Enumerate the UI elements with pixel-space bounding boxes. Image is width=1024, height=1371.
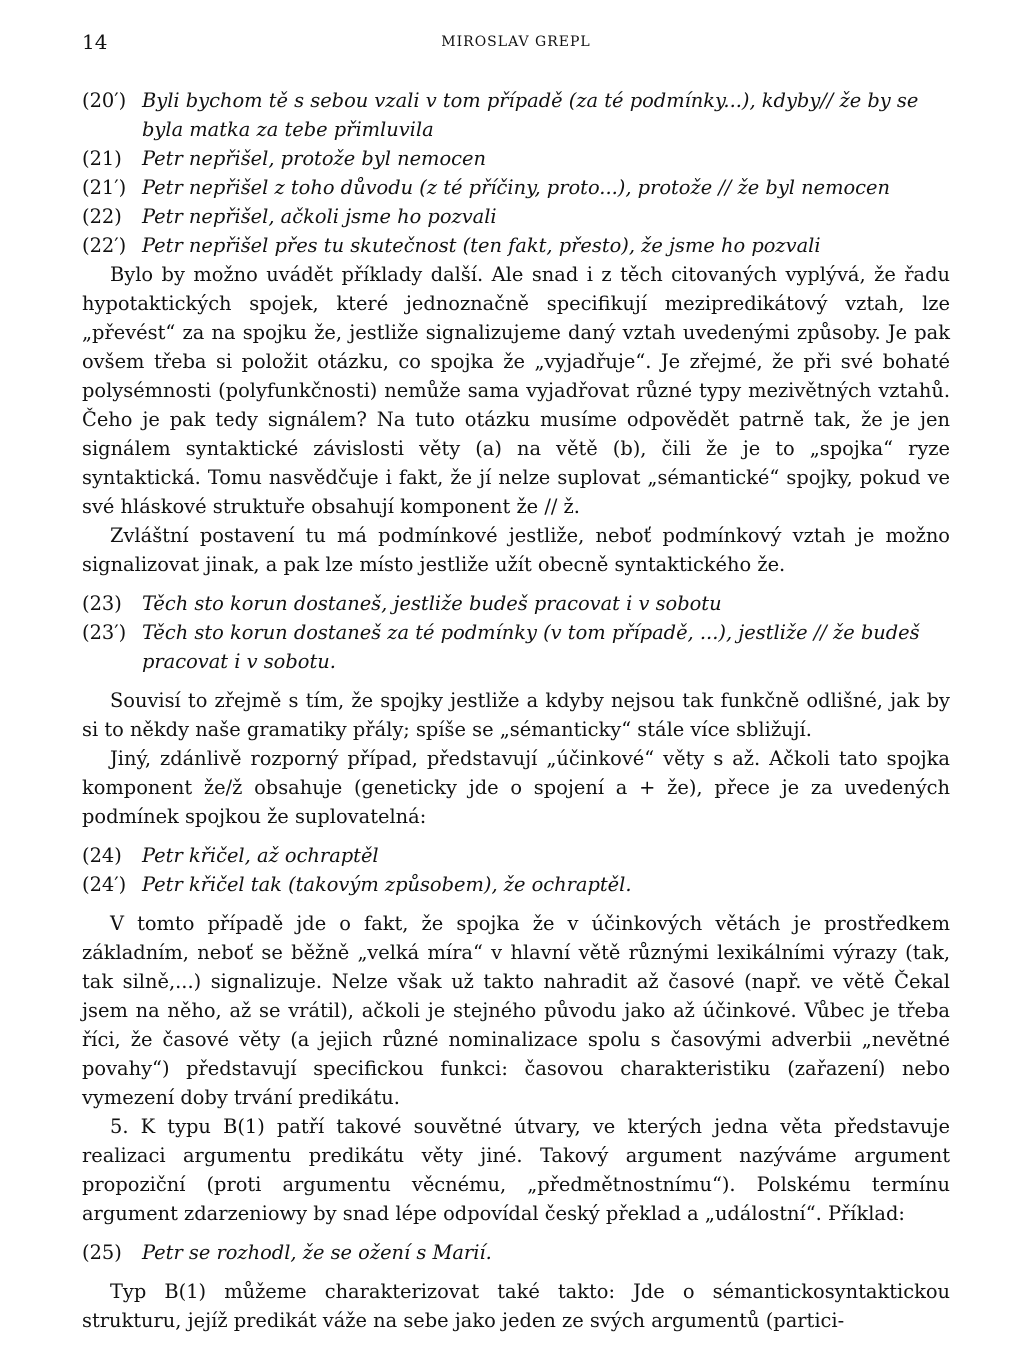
running-head: MIROSLAV GREPL [441, 34, 591, 50]
example-line: (23′) Těch sto korun dostaneš za té podmínky (v tom případě, ...), jestliže // že budeš pracovat i v sobotu. [82, 621, 920, 673]
example-group-4 [82, 1238, 950, 1267]
body-paragraph: Zvláštní postavení tu má podmínkové jestliže, neboť podmínkový vztah je možno signalizovat jinak, a pak lze místo jestliže užít obecně syntaktického že. [82, 524, 950, 576]
example-group-1 [82, 86, 950, 260]
example-line: (22′) Petr nepřišel přes tu skutečnost (ten fakt, přesto), že jsme ho pozvali [82, 234, 821, 257]
body-paragraph: V tomto případě jde o fakt, že spojka že v účinkových větách je prostředkem základním, neboť se běžně „velká míra“ v hlavní větě různými lexikálními výrazy (tak, tak silně,...) signalizuje. Nelze však už takto nahradit až časové (např. ve větě Čekal jsem na něho, až se vrátil), ačkoli je stejného původu jako až účinkové. Vůbec je třeba říci, že časové věty (a jejich různé nominalizace spolu s časovými adverbii „nevětné povahy“) představují specifickou funkci: časovou charakteristiku (zařazení) nebo vymezení doby trvání predikátu. [82, 912, 950, 1109]
example-line: (23) Těch sto korun dostaneš, jestliže budeš pracovat i v sobotu [82, 592, 722, 615]
body-paragraph: 5. K typu B(1) patří takové souvětné útvary, ve kterých jedna věta představuje realizaci argumentu predikátu věty jiné. Takový argument nazýváme argument propoziční (proti argumentu věcnému, „předmětnostnímu“). Polskému termínu argument zdarzeniowy by snad lépe odpovídal český překlad a „událostní“. Příklad: [82, 1115, 950, 1225]
body-paragraph: Souvisí to zřejmě s tím, že spojky jestliže a kdyby nejsou tak funkčně odlišné, jak by si to někdy naše gramatiky přály; spíše se „sémanticky“ stále více sbližují. [82, 689, 950, 741]
page-header [82, 30, 950, 60]
example-line: (20′) Byli bychom tě s sebou vzali v tom případě (za té podmínky...), kdyby// že by se byla matka za tebe přimluvila [82, 89, 919, 141]
example-line: (22) Petr nepřišel, ačkoli jsme ho pozvali [82, 205, 497, 228]
body-paragraph: Bylo by možno uvádět příklady další. Ale snad i z těch citovaných vyplývá, že řadu hypotaktických spojek, které jednoznačně specifikují mezipredikátový vztah, lze „převést“ za na spojku že, jestliže signalizujeme daný vztah uvedenými způsoby. Je pak ovšem třeba si položit otázku, co spojka že „vyjadřuje“. Je zřejmé, že při své bohaté polysémnosti (polyfunkčnosti) nemůže sama vyjadřovat různé typy mezivětných vztahů. Čeho je pak tedy signálem? Na tuto otázku musíme odpovědět patrně tak, že je jen signálem syntaktické závislosti věty (a) na větě (b), čili že je to „spojka“ ryze syntaktická. Tomu nasvědčuje i fakt, že jí nelze suplovat „sémantické“ spojky, pokud ve své hláskové struktuře obsahují komponent že // ž. [82, 263, 950, 518]
body-paragraph: Typ B(1) můžeme charakterizovat také takto: Jde o sémantickosyntaktickou strukturu, jejíž predikát váže na sebe jako jeden ze svých argumentů (partici- [82, 1280, 950, 1332]
example-line: (21′) Petr nepřišel z toho důvodu (z té příčiny, proto...), protože // že byl nemocen [82, 176, 891, 199]
example-line: (24) Petr křičel, až ochraptěl [82, 844, 379, 867]
body-paragraph: Jiný, zdánlivě rozporný případ, představují „účinkové“ věty s až. Ačkoli tato spojka komponent že/ž obsahuje (geneticky jde o spojení a + že), přece je za uvedených podmínek spojkou že suplovatelná: [82, 747, 950, 828]
example-line: (24′) Petr křičel tak (takovým způsobem), že ochraptěl. [82, 873, 632, 896]
page [82, 30, 950, 1335]
example-group-3 [82, 841, 950, 899]
example-group-2 [82, 589, 950, 676]
page-number: 14 [82, 30, 108, 54]
example-line: (25) Petr se rozhodl, že se ožení s Marií. [82, 1241, 492, 1264]
example-line: (21) Petr nepřišel, protože byl nemocen [82, 147, 486, 170]
